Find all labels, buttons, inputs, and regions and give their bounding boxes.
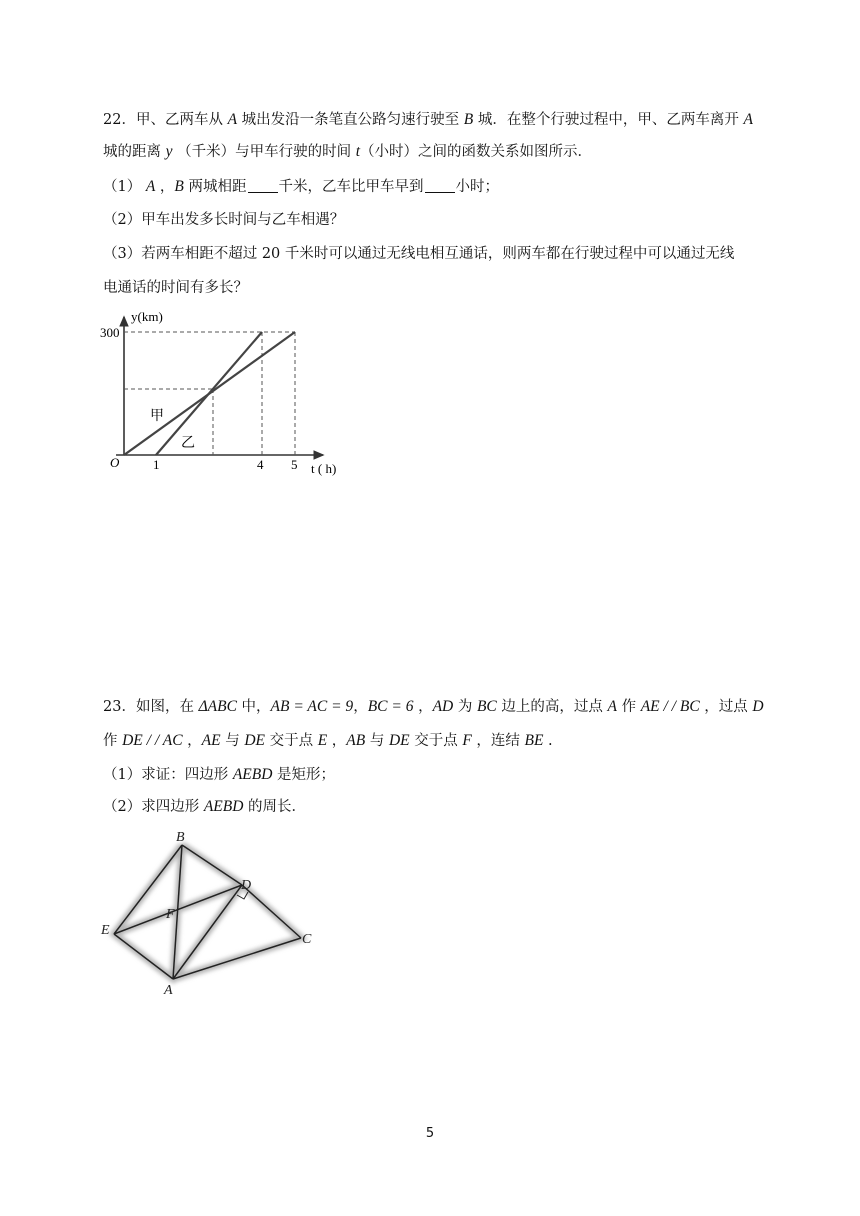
q22-part-3-line-2: 电通话的时间有多长？ — [103, 280, 248, 296]
q23-line-1: 23．如图，在 ΔABC 中，AB = AC = 9，BC = 6 ，AD 为 BC 边上的高，过点 A 作 AE / / BC ，过点 D — [103, 698, 764, 715]
y-axis-label: y(km) — [131, 309, 163, 324]
point-label-E: E — [101, 923, 110, 938]
y-tick-300: 300 — [100, 325, 120, 340]
answer-blank — [248, 178, 278, 193]
x-axis-label: t ( h) — [311, 461, 337, 476]
q22-part-3-line-1: （3）若两车相距不超过 20 千米时可以通过无线电相互通话，则两车都在行驶过程中可以通过无线 — [103, 246, 735, 262]
line-yi — [156, 332, 262, 455]
point-label-D: D — [241, 878, 252, 893]
label-yi: 乙 — [181, 436, 195, 451]
q22-part-2: （2）甲车出发多长时间与乙车相遇？ — [103, 212, 345, 228]
x-tick-5: 5 — [291, 457, 298, 472]
point-label-A: A — [164, 983, 173, 998]
q23-part-2: （2）求四边形 AEBD 的周长． — [103, 798, 307, 815]
q23-line-2: 作 DE / / AC ，AE 与 DE 交于点 E ，AB 与 DE 交于点 F ，连结 BE . — [103, 732, 553, 749]
q22-distance-time-graph — [98, 305, 358, 483]
page-number: 5 — [425, 1126, 435, 1141]
q22-part-1: （1） A ，B 两城相距 千米，乙车比甲车早到 小时； — [103, 178, 499, 195]
origin-label: O — [110, 455, 120, 470]
point-label-C: C — [302, 932, 312, 947]
x-tick-4: 4 — [257, 457, 264, 472]
segment-EA — [114, 934, 173, 979]
q22-line-2: 城的距离 y （千米）与甲车行驶的时间 t（小时）之间的函数关系如图所示． — [103, 143, 593, 160]
q23-geometry-figure — [98, 826, 328, 998]
point-label-B: B — [176, 830, 185, 845]
x-tick-1: 1 — [153, 457, 160, 472]
label-jia: 甲 — [150, 409, 164, 424]
answer-blank — [425, 178, 455, 193]
point-label-F: F — [166, 907, 175, 922]
q23-part-1: （1）求证：四边形 AEBD 是矩形； — [103, 766, 336, 783]
segment-BD — [182, 845, 242, 885]
q22-line-1: 22．甲、乙两车从 A 城出发沿一条笔直公路匀速行驶至 B 城．在整个行驶过程中，甲、乙两车离开 A — [103, 111, 753, 128]
